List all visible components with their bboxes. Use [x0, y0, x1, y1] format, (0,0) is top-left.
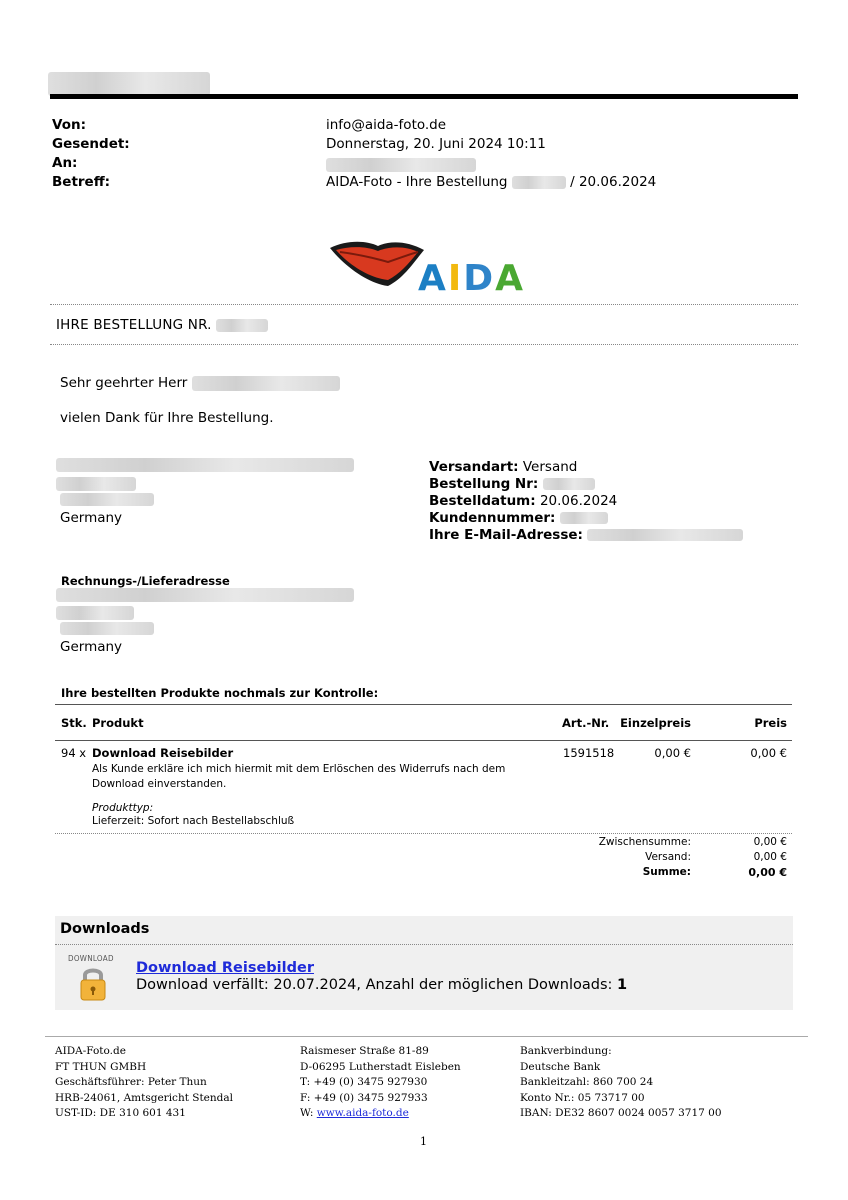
footer-line: IBAN: DE32 8607 0024 0057 3717 00	[520, 1107, 722, 1119]
redacted-billing-line1	[56, 588, 354, 602]
redacted-email	[587, 529, 743, 541]
aida-logo	[326, 238, 526, 299]
order-date-label: Bestelldatum:	[429, 493, 536, 509]
footer-col-address	[300, 1044, 461, 1122]
redacted-order-number-meta	[543, 478, 595, 490]
col-unit-header: Einzelpreis	[620, 716, 691, 730]
shipping-value: 0,00 €	[753, 851, 787, 863]
footer-website-link[interactable]: www.aida-foto.de	[316, 1107, 409, 1119]
download-icon-label: DOWNLOAD	[68, 954, 114, 963]
salutation	[60, 375, 340, 391]
footer-web-prefix: W:	[300, 1107, 314, 1119]
shipping-country: Germany	[60, 510, 123, 526]
footer-line: Deutsche Bank	[520, 1060, 601, 1073]
col-artnr-header: Art.-Nr.	[562, 716, 610, 730]
billing-country: Germany	[60, 639, 123, 655]
footer-line: Bankverbindung:	[520, 1045, 612, 1057]
shipping-method-label: Versandart:	[429, 459, 519, 475]
footer-line: AIDA-Foto.de	[55, 1045, 126, 1057]
order-date	[429, 493, 617, 510]
footer-divider	[45, 1036, 808, 1037]
page-number: 1	[420, 1135, 427, 1148]
redacted-order-number	[512, 176, 566, 189]
divider	[50, 344, 798, 345]
redacted-customer-number	[560, 512, 608, 524]
padlock-icon	[78, 964, 108, 1006]
downloads-title: Downloads	[60, 921, 150, 937]
products-heading: Ihre bestellten Produkte nochmals zur Kontrolle:	[61, 686, 379, 700]
downloads-divider	[55, 944, 793, 945]
redacted-sender-name	[48, 72, 210, 96]
order-number-label: Bestellung Nr:	[429, 476, 539, 492]
footer-line: Geschäftsführer: Peter Thun	[55, 1076, 207, 1088]
col-price-header: Preis	[754, 716, 787, 730]
redacted-customer-name	[192, 376, 340, 391]
redacted-address-line2	[56, 477, 136, 491]
download-count: 1	[617, 977, 628, 993]
subject-value	[326, 174, 656, 190]
footer-line: T: +49 (0) 3475 927930	[300, 1076, 428, 1088]
customer-number-label: Kundennummer:	[429, 510, 556, 526]
total-label: Summe:	[642, 866, 691, 878]
redacted-address-line1	[56, 458, 354, 472]
redacted-billing-line3	[60, 622, 154, 635]
shipping-method	[429, 459, 577, 476]
table-row-border	[55, 833, 792, 834]
subtotal-label: Zwischensumme:	[598, 836, 691, 848]
billing-address-label: Rechnungs-/Lieferadresse	[61, 574, 230, 588]
download-info-text: Download verfällt: 20.07.2024, Anzahl der möglichen Downloads:	[136, 977, 613, 993]
subject-label: Betreff:	[52, 174, 111, 190]
redacted-address-line3	[60, 493, 154, 506]
sent-label: Gesendet:	[52, 136, 130, 152]
footer-line: Konto Nr.: 05 73717 00	[520, 1091, 645, 1104]
customer-email	[429, 527, 743, 544]
footer-col-company	[55, 1044, 233, 1122]
col-product-header: Produkt	[92, 716, 144, 730]
aida-logo-text: AIDA	[418, 258, 526, 299]
footer-line: D-06295 Lutherstadt Eisleben	[300, 1060, 461, 1073]
footer-col-bank	[520, 1044, 722, 1122]
order-number	[429, 476, 595, 493]
row-product-name: Download Reisebilder	[92, 746, 234, 760]
footer-line: UST-ID: DE 310 601 431	[55, 1107, 186, 1119]
col-qty-header: Stk.	[61, 716, 87, 730]
from-label: Von:	[52, 117, 86, 133]
thanks-text: vielen Dank für Ihre Bestellung.	[60, 410, 274, 426]
row-product-type-label: Produkttyp:	[92, 802, 154, 814]
footer-line: FT THUN GMBH	[55, 1060, 147, 1073]
shipping-label: Versand:	[645, 851, 691, 863]
from-value: info@aida-foto.de	[326, 117, 447, 133]
subject-prefix: AIDA-Foto - Ihre Bestellung	[326, 174, 508, 190]
row-qty: 94 x	[61, 746, 87, 760]
redacted-order-no	[216, 319, 268, 332]
subtotal-value: 0,00 €	[753, 836, 787, 848]
row-artnr: 1591518	[563, 746, 615, 760]
redacted-billing-line2	[56, 606, 134, 620]
row-product-desc: Als Kunde erkläre ich mich hiermit mit dem Erlöschen des Widerrufs nach dem Download einverstanden.	[92, 763, 506, 790]
footer-line: Bankleitzahl: 860 700 24	[520, 1076, 654, 1088]
table-top-border	[55, 704, 792, 705]
order-title	[56, 317, 268, 333]
salutation-text: Sehr geehrter Herr	[60, 375, 188, 391]
footer-web-line	[300, 1106, 461, 1122]
row-product-type-value: Lieferzeit: Sofort nach Bestellabschluß	[92, 815, 295, 827]
shipping-method-value: Versand	[522, 459, 578, 475]
footer-line: HRB-24061, Amtsgericht Stendal	[55, 1091, 233, 1104]
customer-number	[429, 510, 608, 527]
divider	[50, 304, 798, 305]
download-info	[136, 977, 627, 993]
footer-line: Raismeser Straße 81-89	[300, 1045, 429, 1057]
subject-suffix: / 20.06.2024	[570, 174, 657, 190]
to-label: An:	[52, 155, 78, 171]
order-date-value: 20.06.2024	[539, 493, 618, 509]
row-price: 0,00 €	[750, 746, 787, 760]
redacted-recipient	[326, 158, 476, 172]
customer-email-label: Ihre E-Mail-Adresse:	[429, 527, 583, 543]
table-header-border	[55, 740, 792, 741]
order-title-text: IHRE BESTELLUNG NR.	[56, 317, 212, 333]
header-rule	[50, 94, 798, 99]
sent-value: Donnerstag, 20. Juni 2024 10:11	[326, 136, 546, 152]
row-unit-price: 0,00 €	[654, 746, 691, 760]
download-reisebilder-link[interactable]: Download Reisebilder	[136, 960, 314, 976]
footer-line: F: +49 (0) 3475 927933	[300, 1091, 428, 1104]
total-value: 0,00 €	[748, 866, 787, 879]
